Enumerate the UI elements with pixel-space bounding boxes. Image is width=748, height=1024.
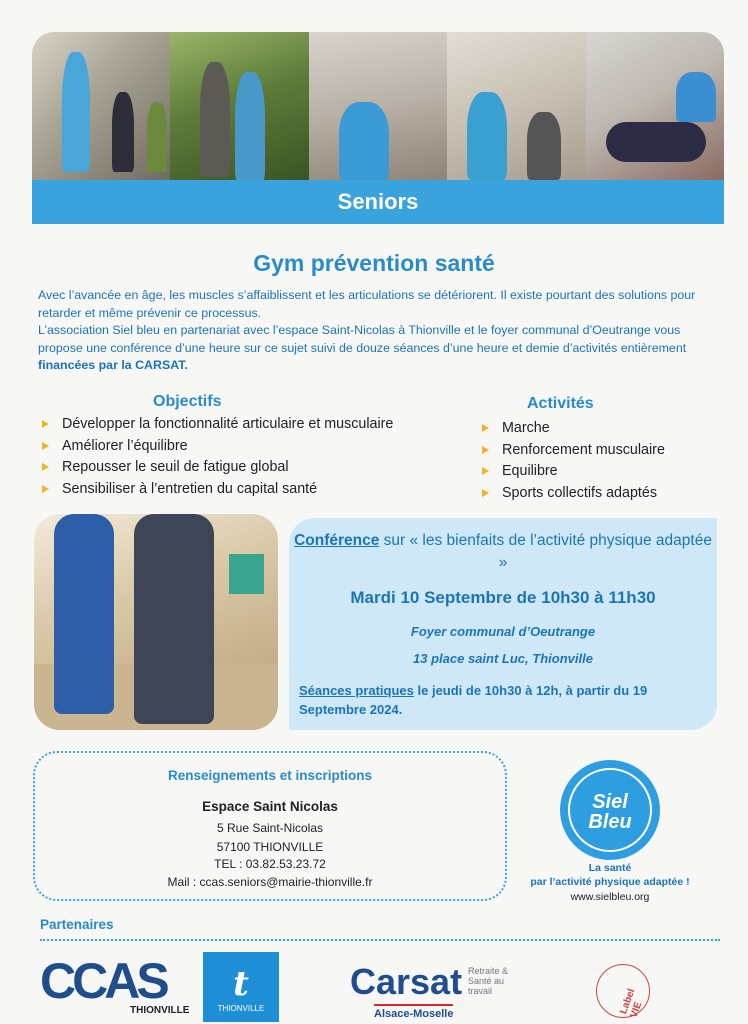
info-city: 57100 THIONVILLE (216, 840, 324, 854)
carsat-logo (350, 962, 520, 1022)
photo-balance-walk (34, 514, 278, 730)
bullet-triangle-icon (42, 463, 49, 471)
siel-bleu-tagline (520, 861, 700, 889)
list-item (38, 414, 393, 436)
photo-stretching-2 (447, 32, 585, 180)
list-item (38, 436, 393, 458)
bullet-triangle-icon (482, 467, 489, 475)
list-item (478, 418, 665, 440)
bullet-triangle-icon (482, 424, 489, 432)
conference-label: Conférence (294, 532, 380, 549)
info-box (33, 751, 507, 901)
tagline-1: La santé (588, 862, 632, 874)
photo-nordic-walking (170, 32, 308, 180)
list-item-text: Marche (502, 420, 550, 436)
partenaires-heading: Partenaires (40, 917, 114, 932)
ccas-logo-text: CCAS (40, 953, 166, 1009)
list-item (478, 461, 665, 483)
carsat-logo-text: Carsat (350, 961, 463, 1002)
intro-p2-text: L’association Siel bleu en partenariat avec l’espace Saint-Nicolas à Thionville et le foyer communal d’Oeutrange vous propose une conférence d’une heure sur ce sujet suivi de douze séances d’une heure et demie d’activités entièrement (38, 323, 687, 355)
photo-gym-class (32, 32, 170, 180)
label-vie-text: Label VIE (618, 987, 645, 1020)
ccas-logo (40, 955, 195, 1020)
list-item-text: Sports collectifs adaptés (502, 484, 657, 501)
list-item-text: Repousser le seuil de fatigue global (62, 459, 289, 475)
activites-heading: Activités (527, 395, 594, 412)
conference-topic: sur « les bienfaits de l’activité physique adaptée » (379, 532, 712, 571)
bullet-triangle-icon (482, 489, 489, 497)
label-vie-logo (588, 960, 658, 1022)
list-item (478, 440, 665, 462)
list-item (38, 457, 393, 479)
conference-title (289, 530, 717, 574)
list-item (38, 479, 393, 501)
list-item-text: Renforcement musculaire (502, 441, 665, 458)
objectifs-list (38, 414, 393, 500)
list-item (478, 483, 665, 505)
seniors-banner (32, 180, 724, 224)
bullet-triangle-icon (42, 442, 49, 450)
list-item-text: Développer la fonctionnalité articulaire et musculaire (62, 416, 394, 432)
list-item-text: Améliorer l’équilibre (62, 437, 188, 454)
tagline-2: par l’activité physique adaptée ! (530, 876, 690, 888)
seances-text: le jeudi de 10h30 à 12h, à partir du 19 Septembre 2024. (299, 683, 648, 717)
partenaires-divider (40, 939, 720, 941)
siel-bleu-url[interactable]: www.sielbleu.org (570, 891, 650, 903)
seances-info (299, 681, 709, 719)
info-street: 5 Rue Saint-Nicolas (216, 821, 324, 835)
conference-box (289, 518, 717, 730)
photo-stretching-1 (309, 32, 447, 180)
info-phone: TEL : 03.82.53.23.72 (214, 857, 326, 871)
list-item-text: Equilibre (502, 463, 558, 479)
thionville-logo-word: THIONVILLE (217, 1004, 265, 1013)
thionville-logo (203, 952, 279, 1022)
info-heading: Renseignements et inscriptions (167, 768, 373, 783)
intro-text (38, 287, 718, 375)
siel-line-1: Siel (592, 791, 628, 813)
info-email: Mail : ccas.seniors@mairie-thionville.fr (167, 875, 373, 889)
bullet-triangle-icon (42, 420, 49, 428)
photo-floor-exercise (586, 32, 724, 180)
carsat-logo-region: Alsace-Moselle (374, 1004, 453, 1020)
page-title: Gym prévention santé (253, 250, 495, 276)
banner-label: Seniors (337, 189, 419, 214)
siel-bleu-logo-text (560, 792, 660, 832)
intro-paragraph-1: Avec l’avancée en âge, les muscles s’affaiblissent et les articulations se détériorent. Il existe pourtant des solutions pour retarder et même prévenir ce processus. (38, 288, 696, 320)
siel-bleu-logo (560, 760, 660, 860)
ccas-logo-sub: THIONVILLE (130, 1005, 190, 1016)
bullet-triangle-icon (42, 485, 49, 493)
bullet-triangle-icon (482, 446, 489, 454)
list-item-text: Sensibiliser à l’entretien du capital santé (62, 480, 318, 497)
carsat-logo-side: Retraite & Santé au travail (468, 966, 509, 996)
objectifs-heading: Objectifs (153, 393, 222, 410)
conference-date: Mardi 10 Septembre de 10h30 à 11h30 (350, 588, 656, 607)
header-photo-strip (32, 32, 724, 180)
activites-list (478, 418, 665, 504)
info-organization: Espace Saint Nicolas (202, 799, 338, 814)
intro-paragraph-2 (38, 322, 718, 375)
intro-p2-bold: financées par la CARSAT. (38, 358, 188, 372)
siel-line-2: Bleu (588, 811, 632, 833)
thionville-logo-letter: t (233, 964, 249, 1004)
conference-place: Foyer communal d’Oeutrange (410, 624, 596, 639)
seances-label: Séances pratiques (299, 683, 414, 698)
conference-address: 13 place saint Luc, Thionville (413, 651, 593, 666)
